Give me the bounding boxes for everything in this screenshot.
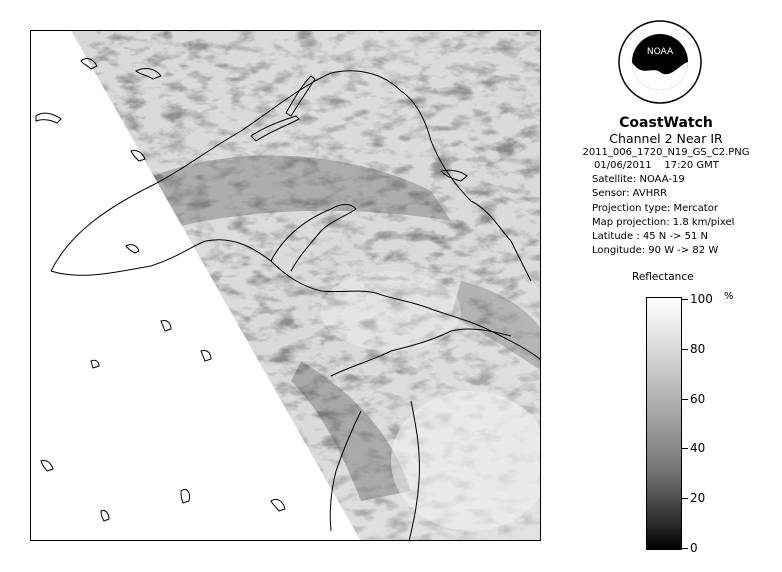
date: 01/06/2011 [594,160,652,171]
colorbar-tick [681,498,688,499]
colorbar-tick [681,448,688,449]
colorbar-tick [681,299,688,300]
colorbar-tick-label: 80 [690,341,706,356]
satellite-map [30,30,541,541]
colorbar-tick-label: 0 [690,541,698,555]
map-projection: Map projection: 1.8 km/pixel [592,216,735,228]
satellite: Satellite: NOAA-19 [592,174,685,186]
noaa-logo-text: NOAA [646,47,674,57]
imagery-swath [31,31,541,541]
map-image [31,31,541,541]
longitude: Longitude: 90 W -> 82 W [592,245,719,257]
colorbar-tick [681,548,688,549]
filename: 2011_006_1720_N19_GS_C2.PNG [582,147,750,158]
colorbar-tick-label: 20 [690,491,706,506]
time: 17:20 GMT [664,160,719,171]
sensor: Sensor: AVHRR [592,188,668,200]
projection-type: Projection type: Mercator [592,202,718,214]
info-panel [566,115,766,258]
colorbar-tick [681,349,688,350]
colorbar [646,297,682,550]
product-title: CoastWatch [619,115,713,131]
noaa-logo [618,20,702,104]
latitude: Latitude : 45 N -> 51 N [592,231,708,243]
colorbar-unit: % [724,291,734,302]
datetime-row [566,159,766,173]
channel-label: Channel 2 Near IR [609,131,723,146]
colorbar-tick-label: 100 [690,292,713,306]
colorbar-title: Reflectance [632,271,694,283]
colorbar-tick-label: 40 [690,441,706,456]
colorbar-tick-label: 60 [690,391,706,406]
colorbar-tick [681,399,688,400]
